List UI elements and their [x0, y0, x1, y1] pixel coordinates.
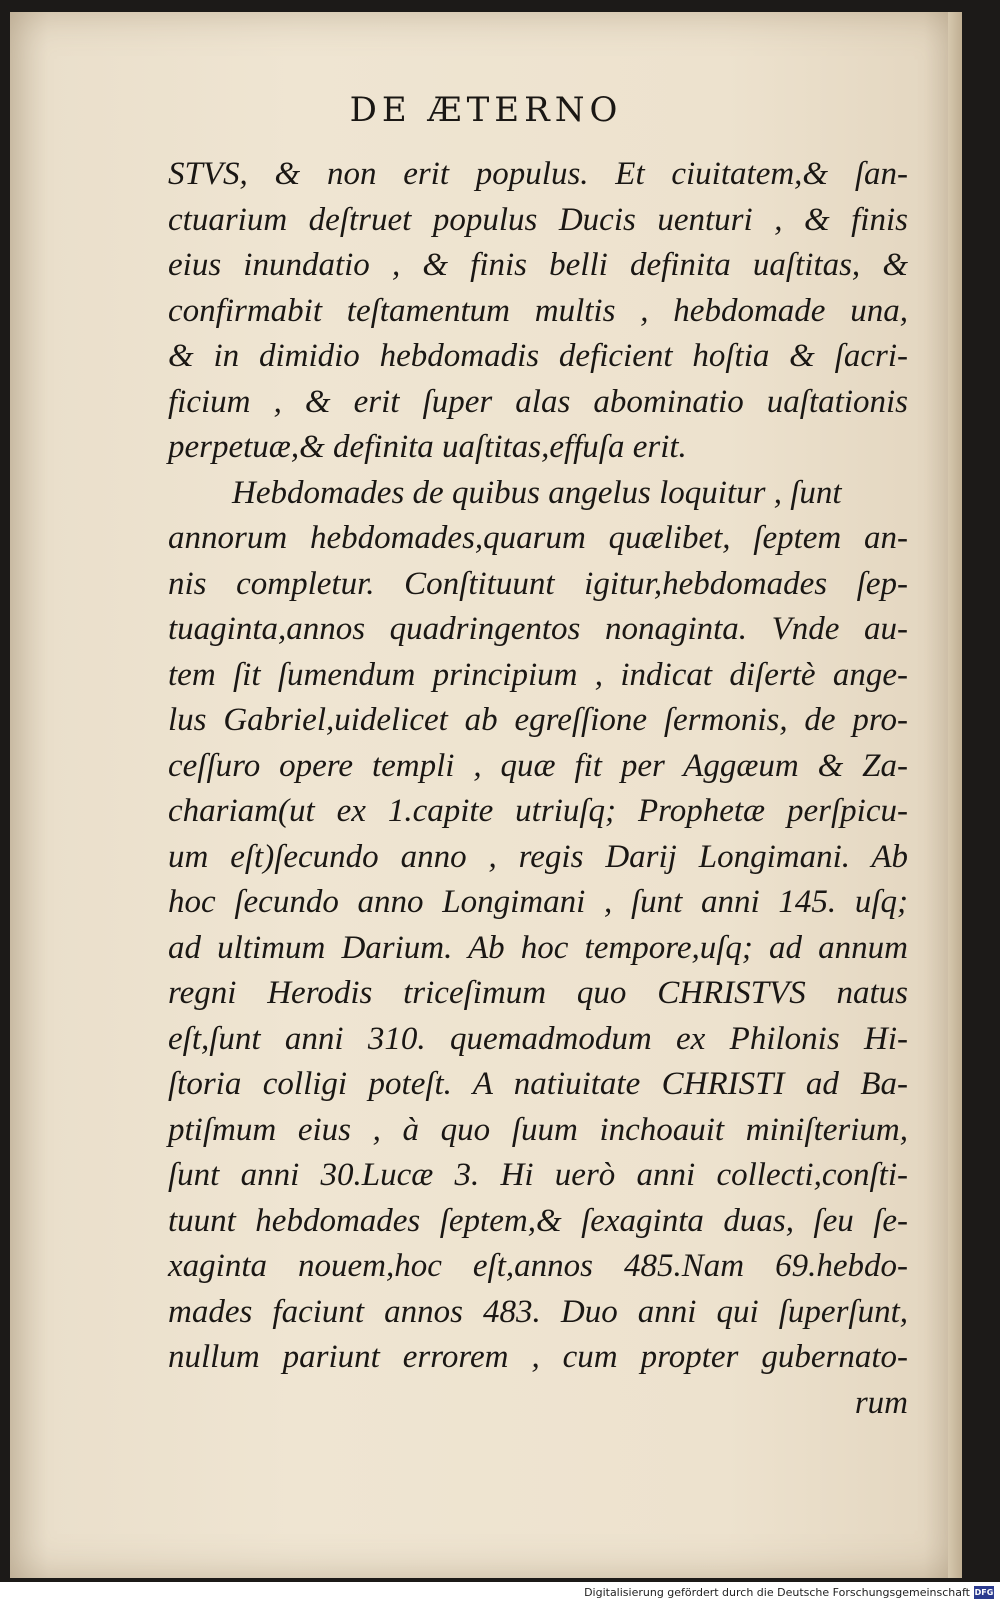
text-line: & in dimidio hebdomadis deficient hoſtia & ſacri- [168, 338, 908, 374]
footer-credit: Digitalisierung gefördert durch die Deutsche Forschungsgemeinschaft [584, 1586, 970, 1599]
text-line: rum [854, 1384, 908, 1421]
text-line: ptiſmum eius , à quo ſuum inchoauit miniſterium, [168, 1111, 908, 1148]
text-line: regni Herodis triceſimum quo CHRISTVS natus [168, 975, 908, 1011]
dfg-logo: DFG [974, 1588, 994, 1597]
page-edge [948, 12, 962, 1578]
text-line: um eſt)ſecundo anno , regis Darij Longimani. Ab [168, 838, 908, 875]
text-line: ceſſuro opere templi , quæ fit per Aggæum & Za- [168, 747, 908, 784]
footer-bar [0, 1582, 1000, 1604]
text-line: ad ultimum Darium. Ab hoc tempore,uſq; ad annum [168, 929, 908, 966]
text-line: perpetuæ,& definita uaſtitas,effuſa erit. [168, 429, 687, 465]
text-line: tem ſit ſumendum principium , indicat diſertè ange- [168, 656, 908, 693]
text-line: tuunt hebdomades ſeptem,& ſexaginta duas, ſeu ſe- [168, 1202, 908, 1239]
text-line: eſt,ſunt anni 310. quemadmodum ex Philonis Hi- [168, 1020, 908, 1057]
text-line: annorum hebdomades,quarum quælibet, ſeptem an- [168, 520, 908, 556]
text-line: ctuarium deſtruet populus Ducis uenturi , & finis [168, 201, 908, 238]
text-line: xaginta nouem,hoc eſt,annos 485.Nam 69.hebdo- [168, 1248, 908, 1284]
text-line: hoc ſecundo anno Longimani , ſunt anni 145. uſq; [168, 884, 908, 920]
text-line: Hebdomades de quibus angelus loquitur , ſunt [232, 474, 842, 511]
text-line: nis completur. Conſtituunt igitur,hebdomades ſep- [168, 565, 908, 602]
book-page [10, 12, 962, 1578]
text-line: ficium , & erit ſuper alas abominatio uaſtationis [168, 383, 908, 420]
text-line: confirmabit teſtamentum multis , hebdomade una, [168, 292, 908, 329]
body-text [168, 152, 908, 1426]
running-head: DE ÆTERNO [349, 90, 623, 130]
text-line: ſunt anni 30.Lucæ 3. Hi uerò anni collecti,conſti- [168, 1157, 908, 1193]
text-line: eius inundatio , & finis belli definita uaſtitas, & [168, 247, 908, 283]
text-line: STVS, & non erit populus. Et ciuitatem,& ſan- [168, 156, 908, 192]
text-line: tuaginta,annos quadringentos nonaginta. Vnde au- [168, 611, 908, 647]
text-line: mades faciunt annos 483. Duo anni qui ſuperſunt, [168, 1293, 908, 1330]
text-line: lus Gabriel,uidelicet ab egreſſione ſermonis, de pro- [168, 702, 908, 738]
text-line: nullum pariunt errorem , cum propter gubernato- [168, 1339, 908, 1375]
text-line: ſtoria colligi poteſt. A natiuitate CHRISTI ad Ba- [168, 1066, 908, 1102]
text-line: chariam(ut ex 1.capite utriuſq; Prophetæ perſpicu- [168, 793, 908, 829]
